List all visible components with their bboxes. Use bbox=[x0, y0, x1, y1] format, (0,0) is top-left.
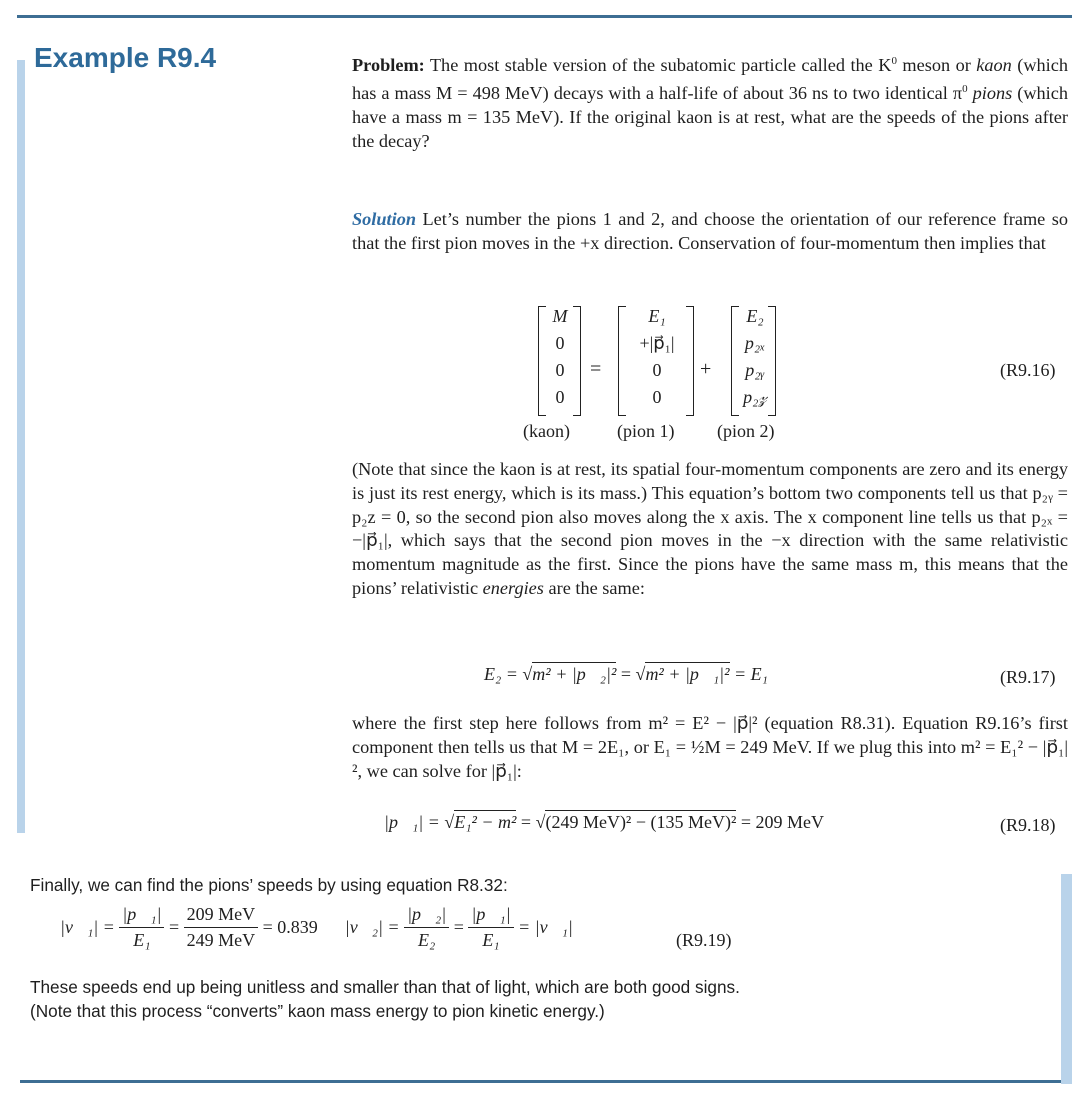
eq19-frac4-num: |p⃗₁| bbox=[468, 904, 513, 928]
problem-k-superscript: 0 bbox=[891, 55, 897, 67]
kaon-row3: 0 bbox=[555, 360, 565, 380]
problem-label: Problem: bbox=[352, 55, 425, 76]
top-rule bbox=[17, 15, 1072, 18]
pion2-label: (pion 2) bbox=[717, 421, 775, 441]
kaon-m: M bbox=[552, 306, 568, 326]
note-paragraph bbox=[352, 458, 1068, 601]
pion2-py: p₂ᵧ bbox=[745, 360, 765, 380]
solution-label: Solution bbox=[352, 209, 417, 229]
equation-r9-19 bbox=[60, 904, 573, 951]
problem-pi-superscript: 0 bbox=[962, 82, 968, 95]
problem-text-a: The most stable version of the subatomic particle called the K bbox=[424, 55, 892, 76]
equation-r9-18 bbox=[384, 812, 824, 833]
eq17-root-2: m² + |p⃗₁|² bbox=[645, 664, 730, 684]
kaon-row4: 0 bbox=[555, 387, 565, 407]
eq18-number: (R9.18) bbox=[1000, 815, 1056, 835]
eq19-frac2-num: 209 MeV bbox=[184, 904, 259, 928]
bottom-intro: Finally, we can find the pions’ speeds by using equation R8.32: bbox=[30, 875, 508, 895]
pion1-row4: 0 bbox=[652, 387, 662, 407]
problem-text-c: (which has a mass M = 498 MeV) decays with a half-life of about 36 ns to two identical π bbox=[352, 55, 1069, 103]
eq17-lhs: E₂ = bbox=[484, 664, 523, 684]
pion1-label: (pion 1) bbox=[617, 421, 675, 441]
kaon-label: (kaon) bbox=[523, 421, 570, 441]
pion2-energy: E₂ bbox=[746, 306, 764, 326]
eq19-frac3-den: E₂ bbox=[418, 930, 436, 950]
eq19-v1: |v⃗₁| = bbox=[60, 917, 115, 937]
eq17-rhs: = E₁ bbox=[729, 664, 768, 684]
problem-kaon-word: kaon bbox=[976, 55, 1012, 76]
eq19-number: (R9.19) bbox=[676, 930, 732, 950]
pion1-energy: E₁ bbox=[648, 306, 666, 326]
eq18-sqrt-sign-2: √ bbox=[535, 812, 546, 832]
eq18-lhs: |p⃗₁| = bbox=[384, 812, 445, 832]
pion2-px: p₂ₓ bbox=[744, 333, 766, 353]
solution-text: Let’s number the pions 1 and 2, and choose the orientation of our reference frame so that the first pion moves in the +x direction. Conservation of four-momentum then implies that bbox=[352, 209, 1068, 253]
eq18-mid: = bbox=[516, 812, 536, 832]
eq18-rhs: = 209 MeV bbox=[736, 812, 825, 832]
bottom-closing: These speeds end up being unitless and smaller than that of light, which are both good signs. (Note that this process “converts” kaon mass energy to pion kinetic energy.) bbox=[30, 977, 740, 1021]
eq19-frac1 bbox=[119, 904, 164, 951]
eq19-tail: = |v⃗₁| bbox=[518, 917, 573, 937]
eq18-sqrt-sign-1: √ bbox=[444, 812, 455, 832]
eq16-number: (R9.16) bbox=[1000, 360, 1056, 380]
pion1-momentum: +|p⃗₁| bbox=[639, 333, 675, 353]
eq17-sqrt-sign-2: √ bbox=[635, 664, 646, 684]
left-accent-bar bbox=[17, 60, 25, 833]
eq19-frac1-num: |p⃗₁| bbox=[119, 904, 164, 928]
eq17-number: (R9.17) bbox=[1000, 667, 1056, 687]
pion2-pz: p₂𝓏 bbox=[743, 387, 767, 407]
derivation-paragraph bbox=[352, 712, 1068, 783]
eq16-equals: = bbox=[590, 358, 602, 380]
eq17-root-1: m² + |p⃗₂|² bbox=[532, 664, 617, 684]
eq17-mid: = bbox=[616, 664, 636, 684]
eq19-frac2-den: 249 MeV bbox=[186, 930, 256, 950]
example-title: Example R9.4 bbox=[34, 42, 217, 73]
problem-text-d: (which have a mass m = 135 MeV). If the original kaon is at rest, what are the speeds of the pions after the decay? bbox=[352, 82, 1068, 151]
kaon-row2: 0 bbox=[555, 333, 565, 353]
pion1-row3: 0 bbox=[652, 360, 662, 380]
eq19-frac2 bbox=[184, 904, 259, 951]
eq19-v2: |v⃗₂| = bbox=[344, 917, 400, 937]
energies-word: energies bbox=[482, 577, 544, 598]
eq19-frac3 bbox=[404, 904, 449, 951]
eq16-plus: + bbox=[700, 358, 712, 380]
problem-paragraph bbox=[352, 50, 1068, 153]
problem-text-b: meson or bbox=[896, 55, 977, 76]
bottom-rule bbox=[20, 1080, 1072, 1083]
note-text-end: are the same: bbox=[543, 577, 645, 598]
eq18-root-1: E₁² − m² bbox=[454, 812, 517, 832]
note-text: (Note that since the kaon is at rest, its spatial four-momentum components are zero and its energy is just its rest energy, which is its mass.) This equation’s bottom two components tell us that p₂ᵧ = p₂z = 0, so the second pion also moves along the x axis. The x component line tells us that p₂ₓ = −|p⃗₁|, which says that the second pion moves in the −x direction with the same relativistic momentum magnitude as the first. Since the pions have the same mass m, this means that the pions’ relativistic bbox=[352, 459, 1068, 598]
derivation-text: where the first step here follows from m² = E² − |p⃗|² (equation R8.31). Equation R9.16’s first component then tells us that M = 2E₁, or E₁ = ½M = 249 MeV. If we plug this into m² = E₁² − |p⃗₁|², we can solve for |p⃗₁|: bbox=[352, 713, 1068, 781]
solution-paragraph bbox=[352, 208, 1068, 256]
problem-pions-word: pions bbox=[967, 82, 1013, 103]
eq18-root-2: (249 MeV)² − (135 MeV)² bbox=[545, 812, 737, 832]
eq19-frac4 bbox=[468, 904, 513, 951]
right-accent-bar bbox=[1061, 874, 1072, 1084]
eq19-frac4-den: E₁ bbox=[482, 930, 500, 950]
eq19-eq-b: = bbox=[453, 917, 464, 937]
eq19-result: = 0.839 bbox=[262, 917, 318, 937]
eq19-eq-a: = bbox=[168, 917, 180, 937]
eq19-frac1-den: E₁ bbox=[133, 930, 151, 950]
equation-r9-17 bbox=[484, 664, 768, 685]
eq19-frac3-num: |p⃗₂| bbox=[404, 904, 449, 928]
eq17-sqrt-sign-1: √ bbox=[522, 664, 533, 684]
